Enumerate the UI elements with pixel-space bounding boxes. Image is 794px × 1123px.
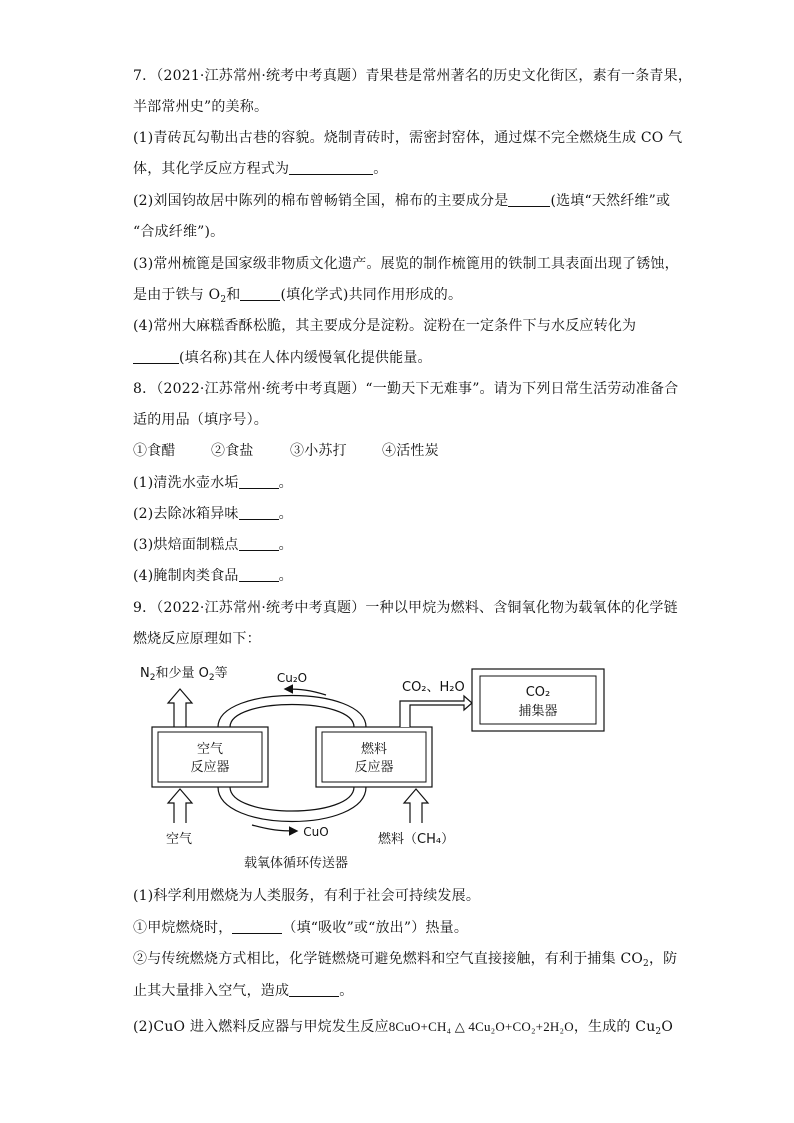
q9-stem-line-2: 燃烧反应原理如下： <box>133 631 261 647</box>
q7-part-3-line-1: (3)常州梳篦是国家级非物质文化遗产。展览的制作梳篦用的铁制工具表面出现了锈蚀， <box>133 256 679 272</box>
reaction-equation: 8CuO+CH₄ △ 4Cu₂O+CO₂+2H₂O <box>388 1019 574 1034</box>
answer-blank[interactable] <box>240 286 280 301</box>
q8-option-3: ③小苏打 <box>290 443 347 459</box>
q9-part-1-a: ①甲烷燃烧时， （填“吸收”或“放出”）热量。 <box>133 920 469 936</box>
answer-blank[interactable] <box>239 505 279 520</box>
q7-part-2-line-1: (2)刘国钧故居中陈列的棉布曾畅销全国，棉布的主要成分是 (选填“天然纤维”或 <box>133 193 671 209</box>
diagram-caption: 载氧体循环传送器 <box>243 856 349 871</box>
n2-output-label: $N_2$和少量 $O_2$等 <box>140 666 228 683</box>
q8-option-2: ②食盐 <box>211 443 254 459</box>
cuo-label: CuO <box>303 825 329 839</box>
answer-blank[interactable] <box>239 536 279 551</box>
q9-part-1-c: 止其大量排入空气，造成 。 <box>133 983 354 999</box>
air-reactor-label-1: 空气 <box>196 742 224 757</box>
answer-blank[interactable] <box>239 474 279 489</box>
n2-output-arrow <box>168 689 192 727</box>
fuel-input-label: 燃料（CH₄） <box>378 832 455 847</box>
air-reactor-label-2: 反应器 <box>190 760 230 775</box>
q8-item-2: (2)去除冰箱异味 。 <box>133 506 293 522</box>
cu2o-flow-arrow <box>286 689 326 695</box>
cuo-flow-arrow <box>252 825 296 831</box>
q8-stem-line-2: 适的用品（填序号）。 <box>133 412 268 428</box>
fuel-reactor-label-1: 燃料 <box>360 742 388 757</box>
air-input-label: 空气 <box>166 832 193 847</box>
q7-part-4-line-1: (4)常州大麻糕香酥松脆，其主要成分是淀粉。淀粉在一定条件下与水反应转化为 <box>133 318 637 334</box>
answer-blank[interactable] <box>232 919 282 934</box>
loop-top-outer <box>218 696 366 728</box>
loop-bottom-inner <box>230 787 354 811</box>
q8-option-4: ④活性炭 <box>382 443 439 459</box>
q9-part-1-b: ②与传统燃烧方式相比，化学链燃烧可避免燃料和空气直接接触，有利于捕集 $CO_2$，防 <box>133 951 678 969</box>
q9-stem-line-1: 9．（2022·江苏常州·统考中考真题）一种以甲烷为燃料、含铜氧化物为载氧体的化学链 <box>133 600 678 616</box>
answer-blank[interactable] <box>289 982 339 997</box>
loop-top-inner <box>230 705 354 728</box>
chemical-looping-diagram <box>130 655 650 875</box>
co2-capture-label-2: 捕集器 <box>518 704 558 719</box>
q7-stem-line-1: 7．（2021·江苏常州·统考中考真题）青果巷是常州著名的历史文化街区，素有一条青果， <box>133 68 693 84</box>
q7-part-4-line-2: (填名称)其在人体内缓慢氧化提供能量。 <box>133 348 432 368</box>
fuel-reactor-label-2: 反应器 <box>354 760 394 775</box>
cu2o-label: Cu₂O <box>276 671 308 685</box>
air-input-arrow <box>168 789 192 823</box>
co2-h2o-label: CO₂、H₂O <box>402 680 465 695</box>
q7-stem-line-2: 半部常州史”的美称。 <box>133 99 269 115</box>
q7-part-1-line-2: 体，其化学反应方程式为 。 <box>133 161 388 177</box>
answer-blank[interactable] <box>133 349 179 364</box>
co2-h2o-output-arrow <box>400 696 472 727</box>
answer-blank[interactable] <box>239 567 279 582</box>
q7-part-3-line-2: 是由于铁与 $O_2$和 (填化学式)共同作用形成的。 <box>133 287 463 305</box>
q9-part-1: (1)科学利用燃烧为人类服务，有利于社会可持续发展。 <box>133 888 481 904</box>
loop-bottom-outer <box>218 787 366 822</box>
q8-option-1: ①食醋 <box>133 443 176 459</box>
q8-item-3: (3)烘焙面制糕点 。 <box>133 537 293 553</box>
q7-part-1-line-1: (1)青砖瓦勾勒出古巷的容貌。烧制青砖时，需密封窑体，通过煤不完全燃烧生成 CO 气 <box>133 130 683 146</box>
co2-capture-label-1: CO₂ <box>525 685 551 700</box>
answer-blank[interactable] <box>289 160 373 175</box>
fuel-input-arrow <box>404 789 428 823</box>
q8-item-4: (4)腌制肉类食品 。 <box>133 568 293 584</box>
q7-part-2-line-2: “合成纤维”)。 <box>133 224 225 240</box>
q8-item-1: (1)清洗水壶水垢 。 <box>133 475 293 491</box>
q9-part-2: (2)CuO 进入燃料反应器与甲烷发生反应8CuO+CH₄ △ 4Cu₂O+CO₂+2H₂O，生成的 $Cu_2O$ <box>133 1019 674 1037</box>
q8-stem-line-1: 8．（2022·江苏常州·统考中考真题）“一勤天下无难事”。请为下列日常生活劳动准备合 <box>133 381 679 397</box>
answer-blank[interactable] <box>508 192 550 207</box>
